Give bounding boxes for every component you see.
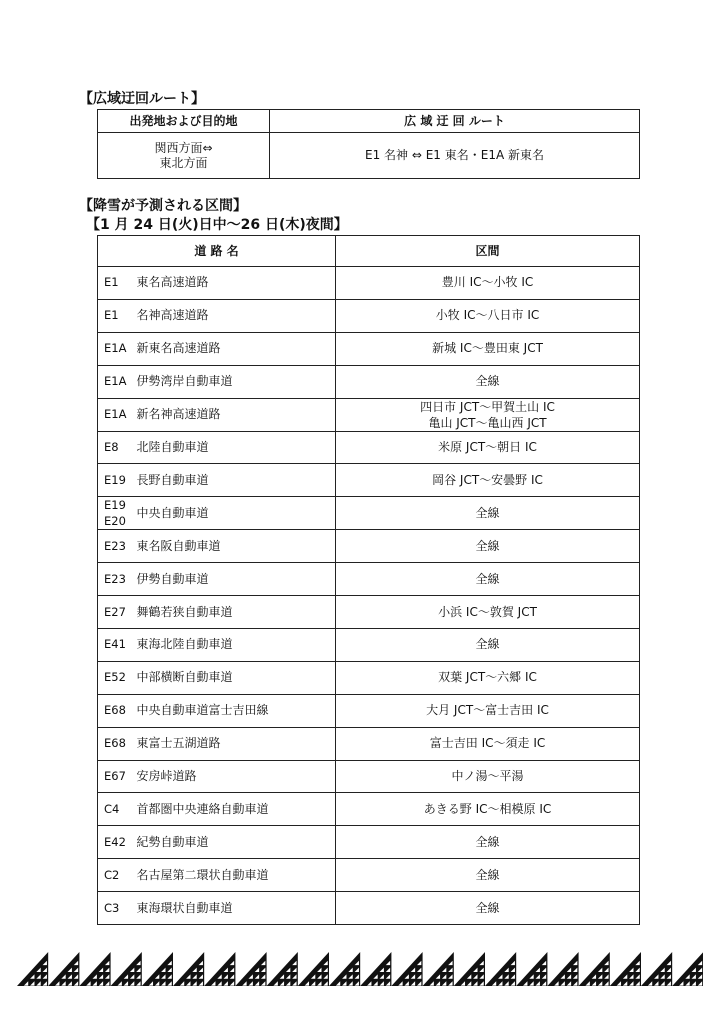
footer-pattern-block [516,952,547,986]
footer-pattern-block [641,952,672,986]
table-row [98,497,640,530]
section-range [336,563,640,596]
route-code-line: E27 [104,604,126,619]
road-name: 新東名高速道路 [137,332,336,365]
route-code [98,793,137,826]
table-row [98,727,640,760]
section-range-line: 岡谷 JCT～安曇野 IC [432,472,543,487]
route-code-line: E52 [104,670,126,685]
table-row [98,661,640,694]
table-row [98,365,640,398]
route-code [98,629,137,662]
road-name: 安房峠道路 [137,760,336,793]
route-code-line: E23 [104,538,126,553]
section-range [336,629,640,662]
route-code [98,267,137,300]
section-range-line: 全線 [475,571,500,586]
footer-pattern-block [610,952,641,986]
route-code [98,760,137,793]
table-row [98,892,640,925]
footer-pattern-block [267,952,298,986]
section-range-line-2: 亀山 JCT～亀山西 JCT [428,415,547,430]
route-code-line: E1A [104,341,127,356]
route-code [98,530,137,563]
section-range-line: 中ノ湯～平湯 [451,769,524,784]
detour-route-cell: E1 名神 ⇔ E1 東名・E1A 新東名 [270,133,640,179]
section-range [336,332,640,365]
section-range [336,596,640,629]
section-range [336,859,640,892]
route-code-line: E68 [104,736,126,751]
section-range-line: 全線 [475,505,500,520]
road-name: 伊勢湾岸自動車道 [137,365,336,398]
section-range-line: 全線 [475,637,500,652]
table-row [98,596,640,629]
road-name: 紀勢自動車道 [137,826,336,859]
footer-pattern-block [485,952,516,986]
footer-pattern-block [672,952,703,986]
footer-pattern-block [547,952,578,986]
footer-pattern-block [579,952,610,986]
route-code-line: E1A [104,374,127,389]
road-name: 東海北陸自動車道 [137,629,336,662]
detour-origin-line2: 東北方面 [159,155,208,170]
footer-pattern-block [48,952,79,986]
table-row [98,431,640,464]
section-range-line: 小浜 IC～敦賀 JCT [438,604,537,619]
section-range [336,267,640,300]
road-name: 長野自動車道 [137,464,336,497]
road-name: 舞鶴若狭自動車道 [137,596,336,629]
table-row [98,694,640,727]
footer-pattern-block [17,952,48,986]
period-heading: 【1 月 24 日(火)日中～26 日(木)夜間】 [86,217,348,233]
section-range [336,299,640,332]
footer-pattern-block [142,952,173,986]
section-range [336,464,640,497]
route-code-line: C2 [104,867,120,882]
footer-pattern-block [360,952,391,986]
section-range-line: 大月 JCT～富士吉田 IC [426,703,549,718]
route-code [98,694,137,727]
section-range-line: 米原 JCT～朝日 IC [438,440,537,454]
road-name: 東名阪自動車道 [137,530,336,563]
route-code-line: E42 [104,834,126,849]
route-code-line: E19 [104,472,126,487]
section-range [336,365,640,398]
table-row [98,530,640,563]
detour-heading: 【広域迂回ルート】 [79,91,205,107]
section-range-line: 全線 [475,900,500,915]
road-name: 名古屋第二環状自動車道 [137,859,336,892]
section-range-line: 富士吉田 IC～須走 IC [429,736,546,751]
road-name: 中央自動車道富士吉田線 [137,694,336,727]
route-code [98,497,137,530]
section-range-line: 双葉 JCT～六郷 IC [438,670,537,685]
route-code [98,431,137,464]
section-range [336,661,640,694]
section-range-line: 四日市 JCT～甲賀土山 IC [420,399,555,414]
route-code [98,464,137,497]
footer-pattern-band [17,952,703,986]
route-code-line: E67 [104,769,126,784]
table-row [98,563,640,596]
route-code [98,365,137,398]
route-code [98,661,137,694]
route-code-line-2: E20 [104,514,126,529]
road-name: 中央自動車道 [137,497,336,530]
section-range-line: 全線 [475,867,500,882]
footer-pattern-block [173,952,204,986]
section-range-line: 豊川 IC～小牧 IC [441,275,534,290]
detour-col-origin-header: 出発地および目的地 [98,110,270,133]
route-code [98,299,137,332]
table-row [98,299,640,332]
table-row [98,398,640,431]
section-range [336,398,640,431]
route-code-line: E1 [104,308,119,323]
route-code-line: E41 [104,637,126,652]
section-header: 区間 [336,236,640,267]
road-name: 中部横断自動車道 [137,661,336,694]
section-range-line: 全線 [475,374,500,389]
route-code-line: C4 [104,801,120,816]
route-code [98,892,137,925]
table-row [98,859,640,892]
route-code-line: E19 [104,498,126,513]
road-name: 伊勢自動車道 [137,563,336,596]
section-range [336,760,640,793]
section-range [336,793,640,826]
section-range-line: 全線 [475,834,500,849]
route-code [98,826,137,859]
footer-pattern-block [454,952,485,986]
section-range [336,892,640,925]
footer-pattern-block [298,952,329,986]
route-code-line: E1 [104,275,119,290]
section-range-line: 全線 [475,538,500,553]
road-name: 東名高速道路 [137,267,336,300]
road-name-header: 道 路 名 [98,236,336,267]
table-row [98,629,640,662]
road-name: 東海環状自動車道 [137,892,336,925]
route-code-line: E8 [104,440,119,454]
footer-pattern-block [111,952,142,986]
route-code-line: E1A [104,407,127,422]
footer-pattern-block [204,952,235,986]
section-range [336,826,640,859]
section-range [336,727,640,760]
route-code-line: C3 [104,900,120,915]
section-range-line: あきる野 IC～相模原 IC [423,801,552,816]
table-row [98,464,640,497]
road-name: 新名神高速道路 [137,398,336,431]
section-range [336,694,640,727]
route-code [98,563,137,596]
snow-heading: 【降雪が予測される区間】 [79,198,247,214]
route-code [98,859,137,892]
route-code [98,332,137,365]
route-code [98,398,137,431]
detour-origin-cell [98,133,270,179]
footer-pattern-block [329,952,360,986]
section-range [336,431,640,464]
section-range-line: 新城 IC～豊田東 JCT [432,341,543,356]
road-name: 首都圏中央連絡自動車道 [137,793,336,826]
route-code-line: E68 [104,703,126,718]
route-code-line: E23 [104,571,126,586]
section-range [336,530,640,563]
detour-origin-line1: 関西方面⇔ [154,140,213,155]
detour-col-route-header: 広 域 迂 回 ルート [270,110,640,133]
footer-pattern-block [423,952,454,986]
route-code [98,727,137,760]
footer-pattern-block [235,952,266,986]
table-row [98,760,640,793]
detour-route-table [97,109,640,179]
table-row [98,267,640,300]
section-range [336,497,640,530]
road-name: 名神高速道路 [137,299,336,332]
road-name: 北陸自動車道 [137,431,336,464]
footer-pattern-block [391,952,422,986]
road-name: 東富士五湖道路 [137,727,336,760]
table-row [98,793,640,826]
table-row [98,826,640,859]
footer-pattern-block [79,952,110,986]
snow-section-table [97,235,640,925]
route-code [98,596,137,629]
table-row [98,332,640,365]
section-range-line: 小牧 IC～八日市 IC [435,308,540,323]
